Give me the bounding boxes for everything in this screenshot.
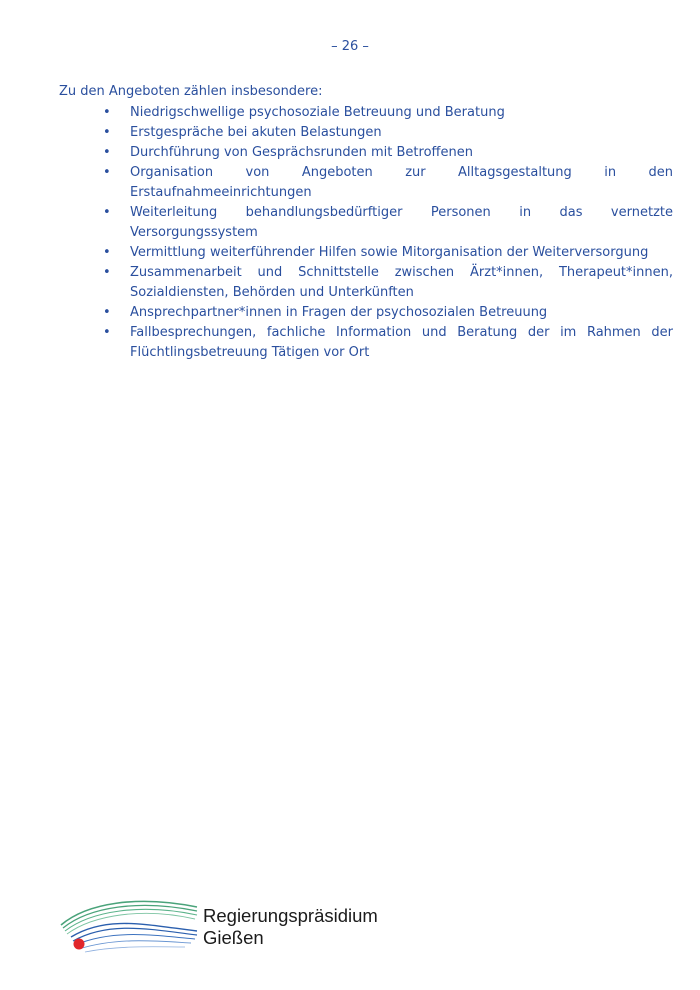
offer-list [59,103,673,363]
logo-line-2: Gießen [203,927,264,948]
list-item [59,323,673,363]
list-item-text: Organisation von Angeboten zur Alltagsgestaltung in den Erstaufnahmeeinrichtungen [130,165,673,200]
list-item-text: Fallbesprechungen, fachliche Information und Beratung der im Rahmen der Flüchtlingsbetreuung Tätigen vor Ort [130,325,673,360]
list-item [59,123,673,143]
bullet-icon: • [103,325,111,340]
list-item [59,163,673,203]
bullet-icon: • [103,125,111,140]
list-item [59,303,673,323]
bullet-icon: • [103,245,111,260]
intro-text: Zu den Angeboten zählen insbesondere: [59,84,323,99]
bullet-icon: • [103,205,111,220]
list-item-text: Weiterleitung behandlungsbedürftiger Personen in das vernetzte Versorgungssystem [130,205,673,240]
list-item-text: Ansprechpartner*innen in Fragen der psychosozialen Betreuung [130,305,548,320]
logo-wordmark [203,905,378,949]
list-item-text: Vermittlung weiterführender Hilfen sowie Mitorganisation der Weiterversorgung [130,245,649,260]
list-item-text: Durchführung von Gesprächsrunden mit Betroffenen [130,145,473,160]
list-item [59,263,673,303]
regierungspraesidium-logo [57,895,397,960]
list-item-text: Niedrigschwellige psychosoziale Betreuung und Beratung [130,105,505,120]
document-body [59,82,673,363]
wave-logo-icon [57,895,202,955]
list-item [59,203,673,243]
bullet-icon: • [103,105,111,120]
bullet-icon: • [103,305,111,320]
logo-line-1: Regierungspräsidium [203,905,378,926]
list-item [59,143,673,163]
page-number: – 26 – [331,39,369,54]
list-item-text: Zusammenarbeit und Schnittstelle zwischen Ärzt*innen, Therapeut*innen, Sozialdiensten, Behörden und Unterkünften [130,265,673,300]
bullet-icon: • [103,265,111,280]
list-item [59,243,673,263]
bullet-icon: • [103,145,111,160]
list-item [59,103,673,123]
list-item-text: Erstgespräche bei akuten Belastungen [130,125,382,140]
bullet-icon: • [103,165,111,180]
